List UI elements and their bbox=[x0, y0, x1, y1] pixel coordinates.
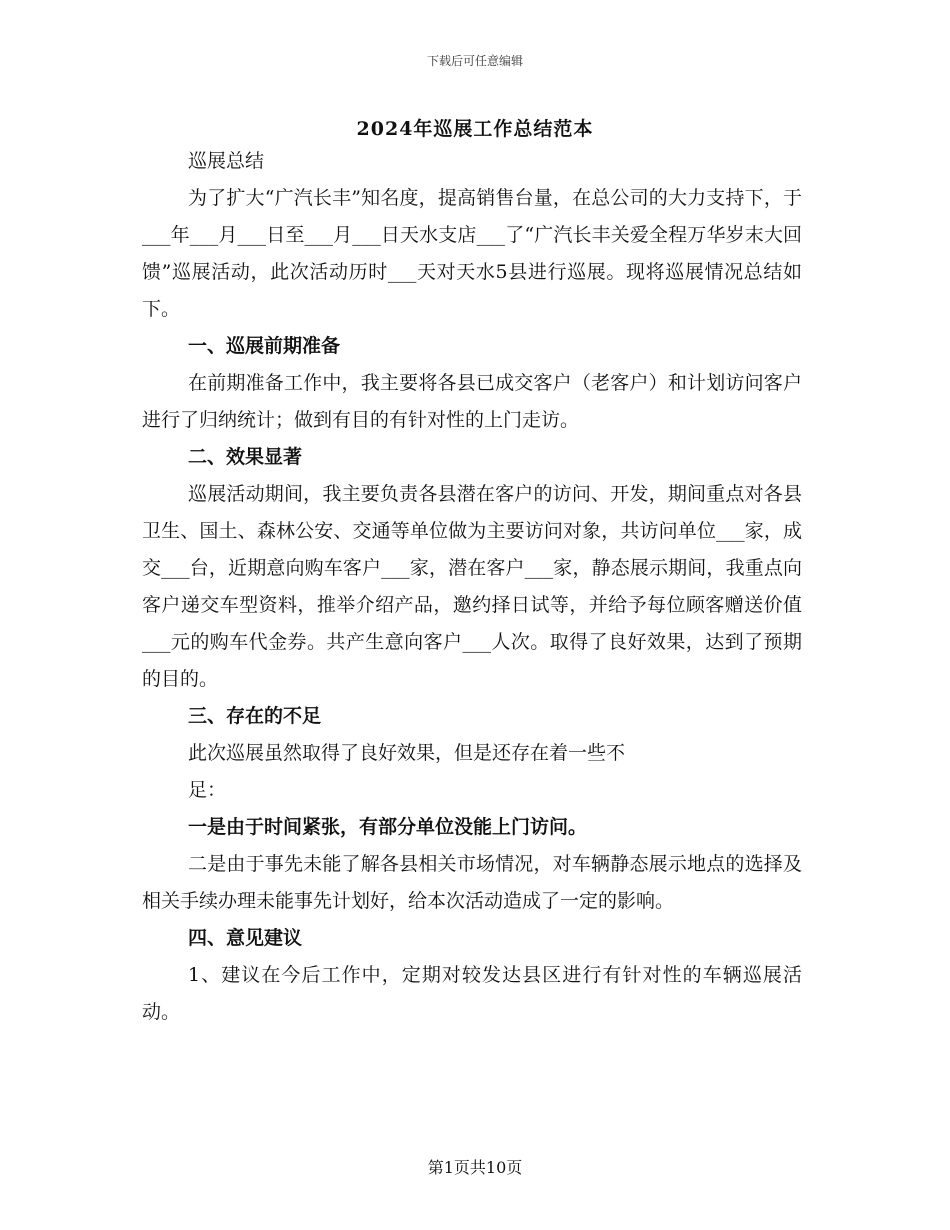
paragraph-shortcomings-intro-cont: 足： bbox=[188, 779, 227, 801]
document-body bbox=[142, 143, 802, 1031]
paragraph-intro: 为了扩大“广汽长丰”知名度，提高销售台量，在总公司的大力支持下，于___年___月___日至___月___日天水支店___了“广汽长丰关爱全程万华岁末大回馈”巡展活动，此次活动历时___天对天水5县进行巡展。现将巡展情况总结如下。 bbox=[142, 187, 802, 320]
paragraph-suggestion-1: 1、建议在今后工作中，定期对较发达县区进行有针对性的车辆巡展活动。 bbox=[142, 964, 802, 1023]
paragraph-shortcomings-intro: 此次巡展虽然取得了良好效果，但是还存在着一些不 bbox=[188, 742, 626, 764]
page-footer: 第1页共10页 bbox=[427, 1158, 523, 1177]
section-heading-1: 一、巡展前期准备 bbox=[188, 335, 341, 357]
document-title: 2024年巡展工作总结范本 bbox=[356, 118, 594, 140]
paragraph-results: 巡展活动期间，我主要负责各县潜在客户的访问、开发，期间重点对各县卫生、国土、森林公安、交通等单位做为主要访问对象，共访问单位___家，成交___台，近期意向购车客户___家，潜在客户___家，静态展示期间，我重点向客户递交车型资料，推举介绍产品，邀约择日试等，并给予每位顾客赠送价值___元的购车代金券。共产生意向客户___人次。取得了良好效果，达到了预期的目的。 bbox=[142, 483, 802, 690]
paragraph-subtitle: 巡展总结 bbox=[188, 150, 265, 172]
section-heading-2: 二、效果显著 bbox=[188, 446, 303, 468]
page-header-note: 下载后可任意编辑 bbox=[426, 54, 523, 68]
paragraph-preparation: 在前期准备工作中，我主要将各县已成交客户（老客户）和计划访问客户进行了归纳统计；做到有目的有针对性的上门走访。 bbox=[142, 372, 802, 431]
section-heading-4: 四、意见建议 bbox=[188, 927, 303, 949]
paragraph-shortcoming-2: 二是由于事先未能了解各县相关市场情况，对车辆静态展示地点的选择及相关手续办理未能事先计划好，给本次活动造成了一定的影响。 bbox=[142, 853, 802, 912]
section-heading-3: 三、存在的不足 bbox=[188, 705, 322, 727]
paragraph-shortcoming-1: 一是由于时间紧张，有部分单位没能上门访问。 bbox=[188, 816, 588, 838]
